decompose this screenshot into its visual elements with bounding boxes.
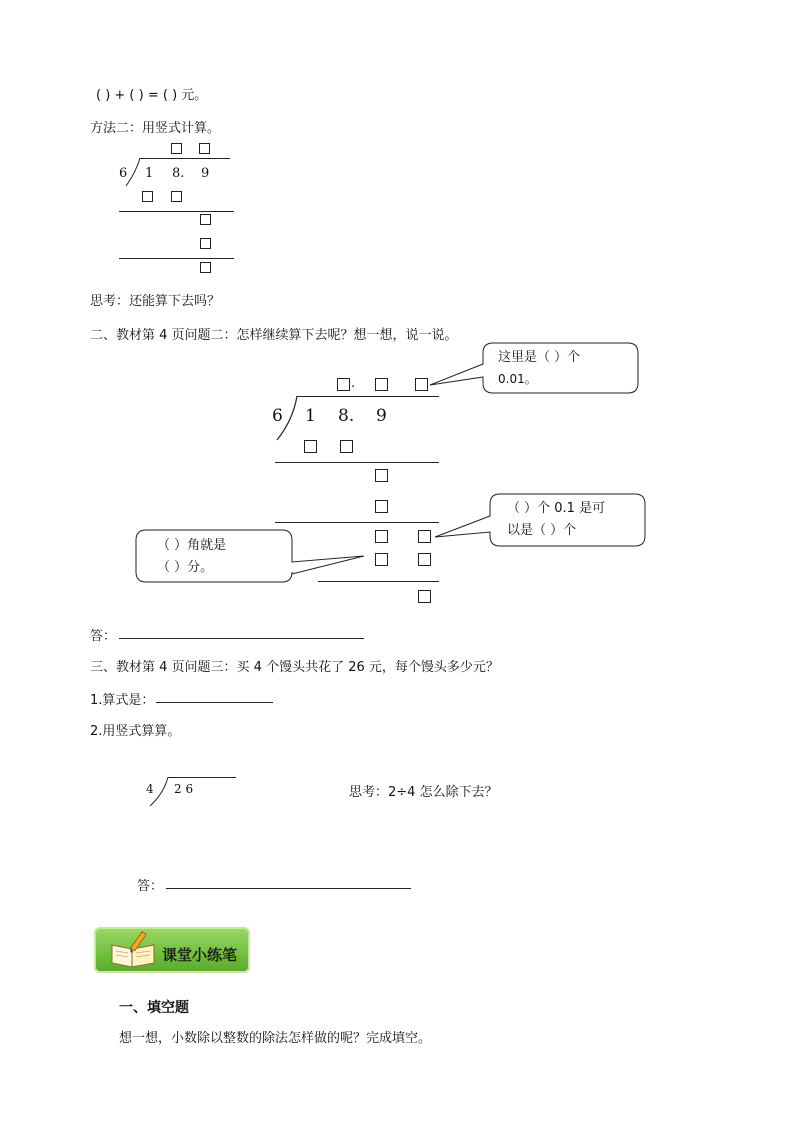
formula-blank[interactable] [156, 702, 273, 703]
fill-blank-instruction: 想一想，小数除以整数的除法怎样做的呢？完成填空。 [119, 1031, 432, 1046]
answer-label: 答： [137, 879, 164, 894]
bubble-top-line1: 这里是（ ）个 [498, 350, 581, 365]
answer-label: 答： [90, 629, 117, 644]
bubble-left-line2: （ ）分。 [157, 560, 214, 575]
think-question-2: 思考：2÷4 怎么除下去？ [349, 785, 498, 800]
dividend-digit: 1 [305, 406, 316, 426]
division-bracket [126, 158, 140, 186]
division-bar [168, 777, 236, 778]
section-two-title: 二、教材第 4 页问题二：怎样继续算下去呢？想一想，说一说。 [90, 328, 458, 343]
dividend-digit: 8. [172, 166, 185, 181]
section-three-title: 三、教材第 4 页问题三：买 4 个馒头共花了 26 元，每个馒头多少元？ [90, 660, 499, 675]
bubble-left-line1: （ ）角就是 [157, 538, 227, 553]
think-question: 思考：还能算下去吗？ [90, 294, 221, 309]
fill-blank-title: 一、填空题 [119, 1000, 189, 1016]
division-bracket [277, 396, 297, 440]
dividend-digit: 8. [338, 406, 355, 426]
sum-blank-line: ( ) + ( ) = ( ) 元。 [96, 88, 208, 103]
answer-blank[interactable] [166, 888, 411, 889]
badge-title: 课堂小练笔 [162, 946, 238, 964]
book-pencil-icon [102, 927, 166, 973]
formula-label: 1.算式是： [90, 693, 155, 708]
answer-blank[interactable] [119, 638, 364, 639]
method-two-label: 方法二：用竖式计算。 [90, 121, 221, 136]
dividend-digit: 9 [376, 406, 387, 426]
bubble-right-line1: （ ）个 0.1 是可 [507, 501, 606, 516]
dividend-digit: 9 [201, 166, 210, 181]
vertical-calc-label: 2.用竖式算算。 [90, 724, 181, 739]
dividend-digit: 1 [145, 166, 154, 181]
divisor: 6 [272, 406, 283, 426]
divisor: 6 [119, 166, 128, 181]
bubble-top-line2: 0.01。 [498, 372, 537, 386]
dividend: 2 6 [174, 782, 194, 796]
divisor: 4 [146, 782, 154, 796]
bubble-right-line2: 以是（ ）个 [507, 523, 577, 538]
decimal-point: . [351, 376, 356, 391]
